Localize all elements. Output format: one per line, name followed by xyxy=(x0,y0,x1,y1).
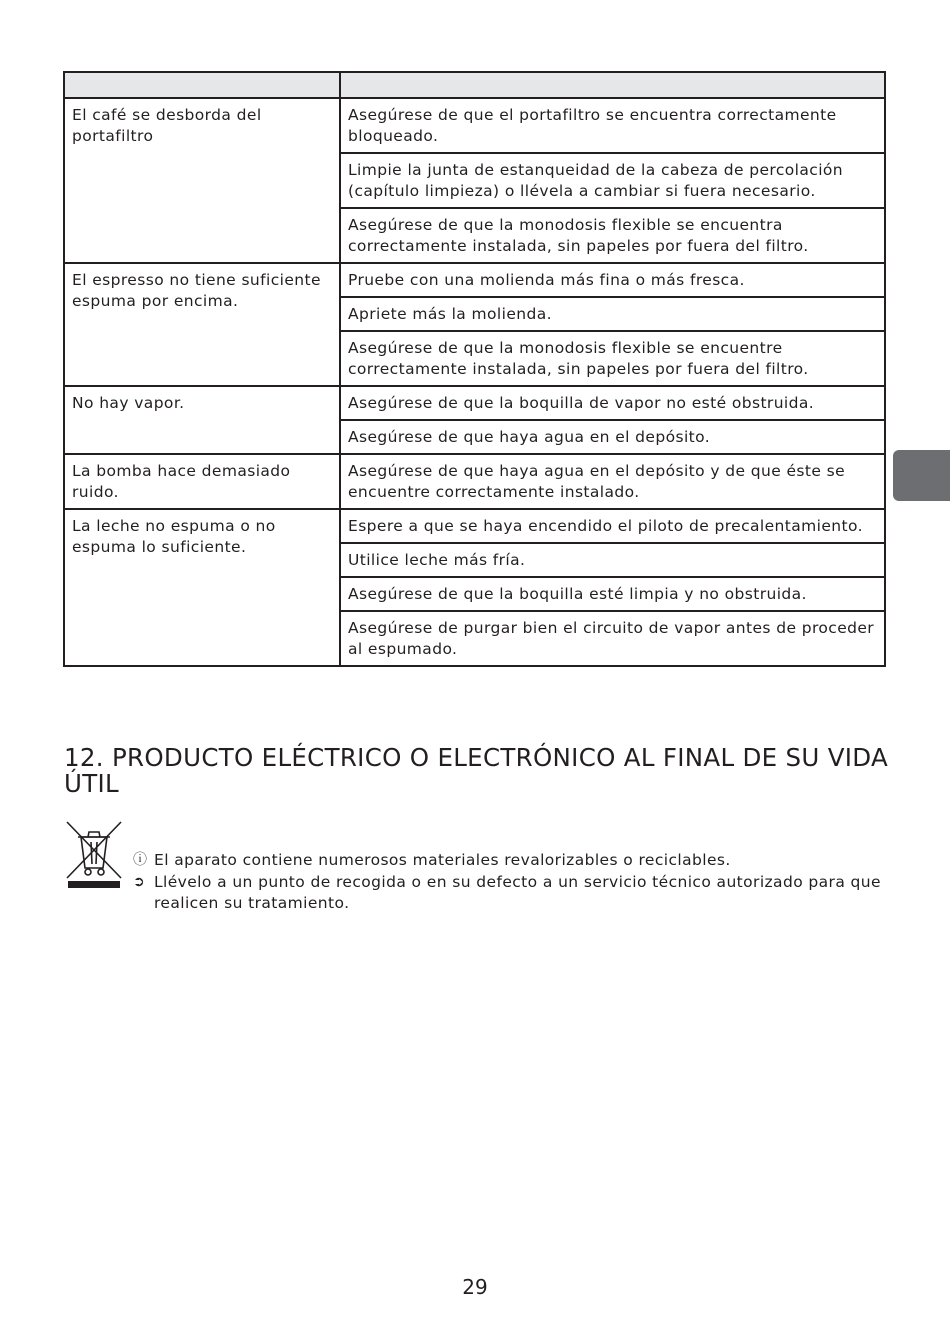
solution-cell: Utilice leche más fría. xyxy=(340,543,885,577)
arrow-bullet-icon: ➲ xyxy=(133,873,146,890)
solution-cell: Asegúrese de que la monodosis flexible se encuentra correctamente instalada, sin papeles por fuera del filtro. xyxy=(340,208,885,263)
problem-cell: El espresso no tiene suficiente espuma por encima. xyxy=(64,263,340,386)
language-section-tab xyxy=(893,450,950,501)
solution-cell: Pruebe con una molienda más fina o más fresca. xyxy=(340,263,885,297)
solution-cell: Apriete más la molienda. xyxy=(340,297,885,331)
solution-cell: Espere a que se haya encendido el piloto de precalentamiento. xyxy=(340,509,885,543)
note-collection-point xyxy=(133,872,893,915)
table-row xyxy=(64,509,885,543)
table-row xyxy=(64,263,885,297)
crossed-out-wheelie-bin-icon xyxy=(64,820,124,890)
solution-cell: Asegúrese de que haya agua en el depósito y de que éste se encuentre correctamente instalado. xyxy=(340,454,885,509)
solution-cell: Asegúrese de que haya agua en el depósito. xyxy=(340,420,885,454)
problem-cell: El café se desborda del portafiltro xyxy=(64,98,340,263)
page-number: 29 xyxy=(462,1275,488,1299)
problem-cell: No hay vapor. xyxy=(64,386,340,454)
info-icon: ⓘ xyxy=(133,852,148,868)
section-title: 12. PRODUCTO ELÉCTRICO O ELECTRÓNICO AL FINAL DE SU VIDA ÚTIL xyxy=(64,743,889,798)
table-row xyxy=(64,98,885,153)
note-text: Llévelo a un punto de recogida o en su defecto a un servicio técnico autorizado para que realicen su tratamiento. xyxy=(154,872,881,912)
table-row xyxy=(64,454,885,509)
header-problem xyxy=(64,72,340,98)
disposal-notes xyxy=(133,850,893,915)
note-text: El aparato contiene numerosos materiales revalorizables o reciclables. xyxy=(154,851,731,869)
note-recyclable-materials xyxy=(133,850,893,872)
solution-cell: Asegúrese de que la boquilla esté limpia y no obstruida. xyxy=(340,577,885,611)
problem-cell: La leche no espuma o no espuma lo suficiente. xyxy=(64,509,340,666)
solution-cell: Asegúrese de purgar bien el circuito de vapor antes de proceder al espumado. xyxy=(340,611,885,666)
solution-cell: Asegúrese de que el portafiltro se encuentra correctamente bloqueado. xyxy=(340,98,885,153)
table-row xyxy=(64,386,885,420)
solution-cell: Limpie la junta de estanqueidad de la cabeza de percolación (capítulo limpieza) o llévela a cambiar si fuera necesario. xyxy=(340,153,885,208)
header-solution xyxy=(340,72,885,98)
solution-cell: Asegúrese de que la monodosis flexible se encuentre correctamente instalada, sin papeles por fuera del filtro. xyxy=(340,331,885,386)
table-header-row xyxy=(64,72,885,98)
troubleshooting-table xyxy=(63,71,886,667)
problem-cell: La bomba hace demasiado ruido. xyxy=(64,454,340,509)
solution-cell: Asegúrese de que la boquilla de vapor no esté obstruida. xyxy=(340,386,885,420)
